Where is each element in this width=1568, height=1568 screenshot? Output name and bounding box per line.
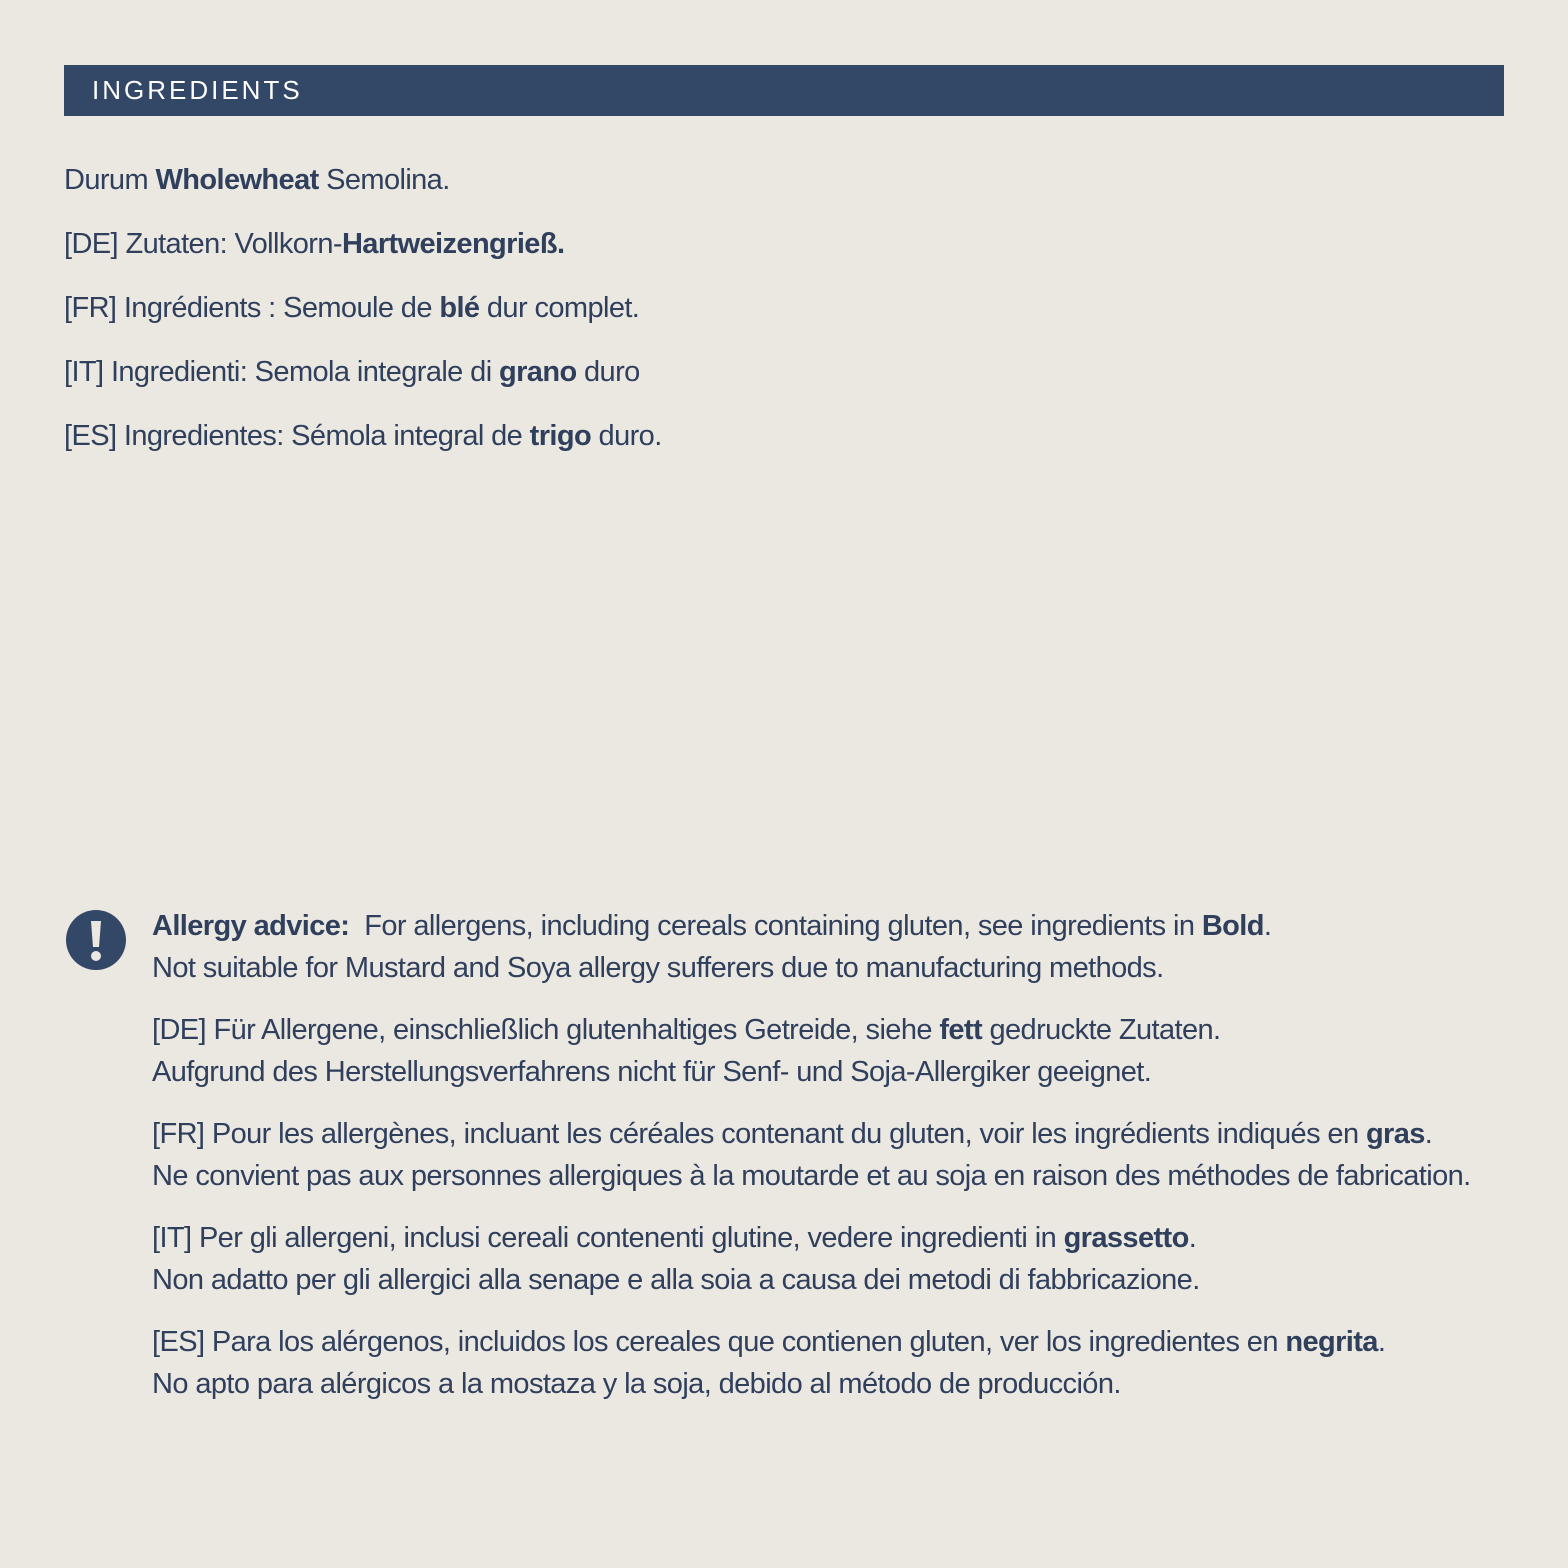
ingredient-text: Durum	[64, 164, 156, 196]
allergy-paragraph-de	[152, 1009, 1492, 1093]
allergen-bold: Hartweizengrieß.	[341, 228, 565, 260]
allergy-text: [ES] Para los alérgenos, incluidos los cereales que contienen gluten, ver los ingredientes en	[152, 1326, 1286, 1358]
allergen-bold: grano	[499, 356, 577, 388]
allergy-text: For allergens, including cereals containing gluten, see ingredients in	[349, 910, 1202, 942]
allergy-line	[152, 1217, 1492, 1259]
allergy-line: Aufgrund des Herstellungsverfahrens nicht für Senf- und Soja-Allergiker geeignet.	[152, 1056, 1152, 1088]
ingredient-text: [DE] Zutaten: Vollkorn-	[64, 228, 342, 260]
allergy-paragraph-es	[152, 1321, 1492, 1405]
ingredient-text: [ES] Ingredientes: Sémola integral de	[64, 420, 530, 452]
ingredients-list	[64, 148, 1504, 468]
allergy-text: .	[1424, 1118, 1433, 1150]
allergy-text: [FR] Pour les allergènes, incluant les céréales contenant du gluten, voir les ingrédients indiqués en	[152, 1118, 1366, 1150]
ingredient-line-fr	[64, 276, 1504, 340]
allergy-line: Ne convient pas aux personnes allergiques à la moutarde et au soja en raison des méthodes de fabrication.	[152, 1160, 1471, 1192]
ingredient-line-it	[64, 340, 1504, 404]
ingredient-line-es	[64, 404, 1504, 468]
ingredient-text: dur complet.	[479, 292, 640, 324]
allergen-bold: grassetto	[1063, 1222, 1189, 1254]
ingredient-line-de	[64, 212, 1504, 276]
ingredient-text: [IT] Ingredienti: Semola integrale di	[64, 356, 499, 388]
allergy-paragraph-en	[152, 905, 1492, 989]
ingredient-line-en	[64, 148, 1504, 212]
allergy-line: Non adatto per gli allergici alla senape e alla soia a causa dei metodi di fabbricazione.	[152, 1264, 1200, 1296]
exclamation-circle-icon	[66, 910, 126, 970]
ingredient-text: duro	[576, 356, 640, 388]
allergen-bold: blé	[439, 292, 480, 324]
allergy-paragraph-it	[152, 1217, 1492, 1301]
allergy-line: No apto para alérgicos a la mostaza y la soja, debido al método de producción.	[152, 1368, 1121, 1400]
allergen-bold: Bold	[1201, 910, 1264, 942]
allergy-text: [IT] Per gli allergeni, inclusi cereali contenenti glutine, vedere ingredienti in	[152, 1222, 1064, 1254]
allergen-bold: Wholewheat	[155, 164, 319, 196]
ingredient-text: Semolina.	[318, 164, 450, 196]
allergen-bold: negrita	[1285, 1326, 1378, 1358]
allergy-line	[152, 1321, 1492, 1363]
allergy-paragraph-fr	[152, 1113, 1492, 1197]
allergy-advice-label: Allergy advice:	[152, 910, 350, 942]
allergy-text: .	[1377, 1326, 1386, 1358]
allergy-line	[152, 1113, 1492, 1155]
ingredients-header-title: INGREDIENTS	[92, 75, 303, 105]
allergy-text: gedruckte Zutaten.	[982, 1014, 1221, 1046]
allergen-bold: trigo	[529, 420, 592, 452]
allergy-line: Not suitable for Mustard and Soya allergy sufferers due to manufacturing methods.	[152, 952, 1164, 984]
allergen-bold: gras	[1365, 1118, 1425, 1150]
allergy-text: .	[1263, 910, 1272, 942]
allergy-line	[152, 1009, 1492, 1051]
ingredient-text: duro.	[591, 420, 662, 452]
ingredient-text: [FR] Ingrédients : Semoule de	[64, 292, 440, 324]
ingredients-header-bar	[64, 65, 1504, 116]
allergy-line	[152, 905, 1492, 947]
allergen-bold: fett	[939, 1014, 983, 1046]
allergy-text: [DE] Für Allergene, einschließlich glutenhaltiges Getreide, siehe	[152, 1014, 940, 1046]
allergy-text: .	[1188, 1222, 1197, 1254]
allergy-text-block	[152, 905, 1492, 1425]
